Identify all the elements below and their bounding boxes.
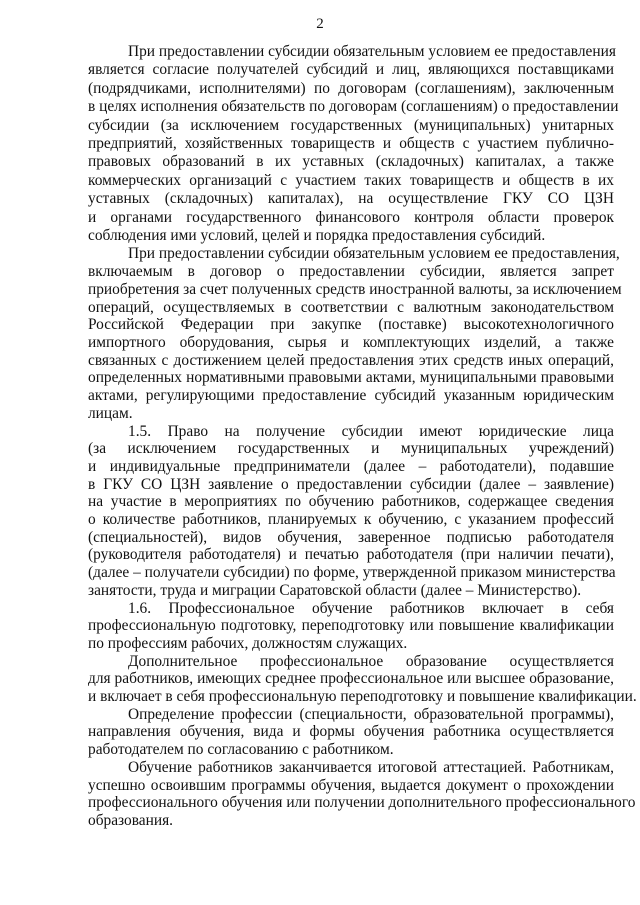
text-line: (за исключением государственных и муниципальных учреждений) bbox=[88, 440, 614, 458]
text-line: в ГКУ СО ЦЗН заявление о предоставлении субсидии (далее – заявление) bbox=[88, 475, 614, 493]
text-line: правовых образований в их уставных (складочных) капиталах, а также bbox=[88, 153, 614, 171]
text-line: При предоставлении субсидии обязательным условием ее предоставления, bbox=[128, 245, 620, 263]
text-line: и включает в себя профессиональную переподготовку и повышение квалификации. bbox=[88, 688, 637, 706]
text-line: Определение профессии (специальности, образовательной программы), bbox=[128, 705, 614, 723]
text-line: При предоставлении субсидии обязательным условием ее предоставления bbox=[128, 43, 616, 60]
text-line: Российской Федерации при закупке (поставке) высокотехнологичного bbox=[88, 316, 614, 334]
text-line: Дополнительное профессиональное образование осуществляется bbox=[128, 652, 614, 670]
text-line: уставных (складочных) капиталах), на осуществление ГКУ СО ЦЗН bbox=[88, 190, 614, 208]
paragraph bbox=[88, 43, 619, 245]
paragraph bbox=[88, 600, 614, 653]
text-line: в целях исполнения обязательств по договорам (соглашениям) о предоставлении bbox=[88, 98, 619, 116]
text-line: для работников, имеющих среднее профессиональное или высшее образование, bbox=[88, 670, 614, 688]
paragraph bbox=[88, 758, 636, 830]
page-number: 2 bbox=[316, 16, 324, 32]
text-line: и органами государственного финансового контроля области проверок bbox=[88, 208, 614, 226]
text-line: (руководителя работодателя) и печатью работодателя (при наличии печати), bbox=[88, 546, 614, 564]
text-line: профессиональную подготовку, переподготовку или повышение квалификации bbox=[88, 617, 614, 635]
text-line: на участие в мероприятиях по обучению работников, содержащее сведения bbox=[88, 493, 614, 511]
paragraph bbox=[88, 423, 614, 600]
text-line: и индивидуальные предприниматели (далее – работодатели), подавшие bbox=[88, 457, 614, 475]
document-body bbox=[88, 43, 637, 830]
text-line: 1.5. Право на получение субсидии имеют юридические лица bbox=[128, 422, 614, 440]
text-line: профессионального обучения или получении дополнительного профессионального bbox=[88, 794, 636, 812]
text-line: успешно освоившим программы обучения, выдается документ о прохождении bbox=[88, 776, 614, 794]
text-line: включаемым в договор о предоставлении субсидии, является запрет bbox=[88, 263, 614, 281]
text-line: лицам. bbox=[88, 404, 133, 422]
text-line: (далее – получатели субсидии) по форме, утвержденной приказом министерства bbox=[88, 564, 616, 582]
text-line: (подрядчиками, исполнителями) по договорам (соглашениям), заключенным bbox=[88, 79, 614, 97]
paragraph bbox=[88, 652, 637, 706]
text-line: занятости, труда и миграции Саратовской области (далее – Министерство). bbox=[88, 581, 582, 599]
text-line: приобретения за счет полученных средств иностранной валюты, за исключением bbox=[88, 280, 622, 298]
text-line: является согласие получателей субсидий и лиц, являющихся поставщиками bbox=[88, 61, 614, 79]
text-line: импортного оборудования, сырья и комплектующих изделий, а также bbox=[88, 333, 614, 351]
paragraph bbox=[88, 706, 614, 759]
text-line: актами, регулирующими предоставление субсидий указанным юридическим bbox=[88, 387, 614, 405]
text-line: работодателем по согласованию с работником. bbox=[88, 741, 394, 759]
text-line: определенных нормативными правовыми актами, муниципальными правовыми bbox=[88, 369, 614, 387]
text-line: образования. bbox=[88, 811, 174, 829]
text-line: о количестве работников, планируемых к обучению, с указанием профессий bbox=[88, 511, 614, 529]
text-line: 1.6. Профессиональное обучение работников включает в себя bbox=[128, 599, 614, 617]
text-line: субсидии (за исключением государственных (муниципальных) унитарных bbox=[88, 116, 614, 134]
text-line: Обучение работников заканчивается итоговой аттестацией. Работникам, bbox=[128, 758, 614, 776]
text-line: направления обучения, вида и формы обучения работника осуществляется bbox=[88, 723, 614, 741]
text-line: по профессиям рабочих, должностям служащих. bbox=[88, 634, 408, 652]
text-line: коммерческих организаций с участием таких товариществ и обществ в их bbox=[88, 171, 614, 189]
text-line: (специальностей), видов обучения, заверенное подписью работодателя bbox=[88, 528, 614, 546]
text-line: предприятий, хозяйственных товариществ и обществ с участием публично- bbox=[88, 135, 614, 153]
text-line: соблюдения ими условий, целей и порядка предоставления субсидий. bbox=[88, 227, 546, 245]
text-line: операций, осуществляемых в соответствии с валютным законодательством bbox=[88, 298, 614, 316]
paragraph bbox=[88, 245, 622, 422]
text-line: связанных с достижением целей предоставления этих средств иных операций, bbox=[88, 351, 614, 369]
